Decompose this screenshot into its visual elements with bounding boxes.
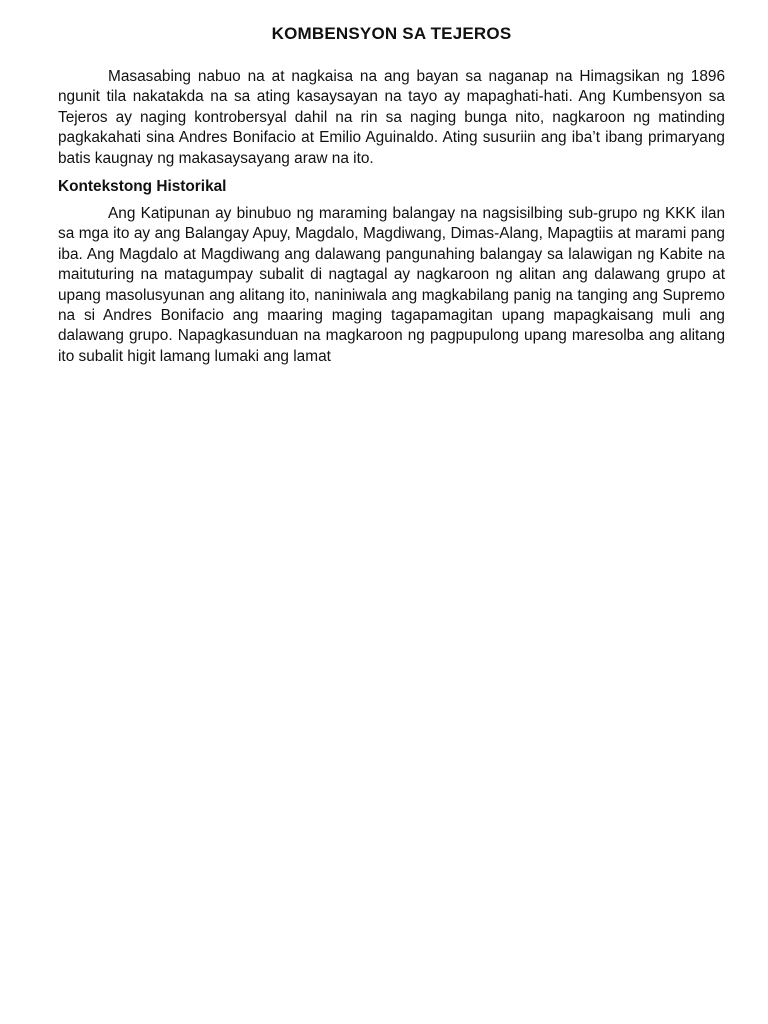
section-heading: Kontekstong Historikal <box>58 178 227 196</box>
document-page <box>58 0 725 367</box>
intro-paragraph: Masasabing nabuo na at nagkaisa na ang bayan sa naganap na Himagsikan ng 1896 ngunit tila nakatakda na sa ating kasaysayan na tayo ay mapaghati-hati. Ang Kumbensyon sa Tejeros ay naging kontrobersyal dahil na rin sa naging bunga nito, nagkaroon ng matinding pagkakahati sina Andres Bonifacio at Emilio Aguinaldo. Ating susuriin ang iba’t ibang primaryang batis kaugnay ng makasaysayang araw na ito. <box>58 68 725 167</box>
context-paragraph: Ang Katipunan ay binubuo ng maraming balangay na nagsisilbing sub-grupo ng KKK ilan sa mga ito ay ang Balangay Apuy, Magdalo, Magdiwang, Dimas-Alang, Mapagtiis at marami pang iba. Ang Magdalo at Magdiwang ang dalawang pangunahing balangay sa lalawigan ng Kabite na maituturing na matagumpay subalit di nagtagal ay nagkaroon ng alitan ang dalawang grupo at upang masolusyunan ang alitang ito, naniniwala ang magkabilang panig na tanging ang Supremo na si Andres Bonifacio ang maaring maging tagapamagitan upang mapagkaisang muli ang dalawang grupo. Napagkasunduan na magkaroon ng pagpupulong upang maresolba ang alitang ito subalit higit lamang lumaki ang lamat <box>58 205 725 365</box>
document-title: KOMBENSYON SA TEJEROS <box>271 24 512 43</box>
